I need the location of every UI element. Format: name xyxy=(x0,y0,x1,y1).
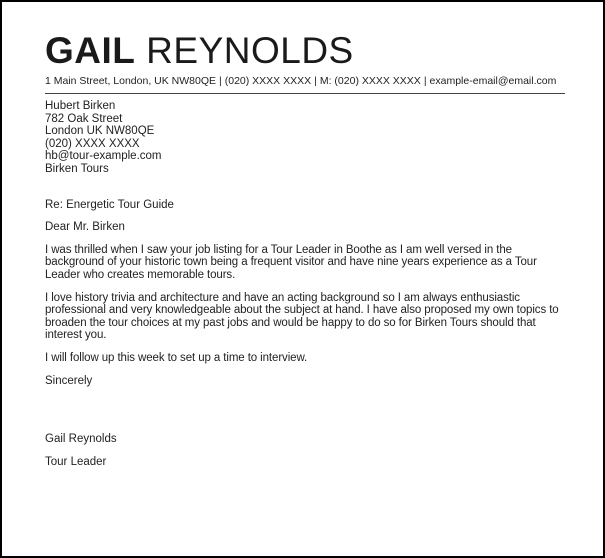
letter-paragraph: I will follow up this week to set up a time to interview. xyxy=(45,351,308,364)
recipient-company: Birken Tours xyxy=(45,162,109,175)
recipient-email: hb@tour-example.com xyxy=(45,150,162,163)
recipient-street: 782 Oak Street xyxy=(45,112,123,125)
recipient-phone: (020) XXXX XXXX xyxy=(45,137,140,150)
recipient-name: Hubert Birken xyxy=(45,100,116,112)
sender-address: 1 Main Street, London, UK NW80QE xyxy=(45,75,216,87)
signer-name: Gail Reynolds xyxy=(45,433,117,446)
sender-name xyxy=(45,26,565,76)
sender-last-name: REYNOLDS xyxy=(146,30,354,71)
sender-phone: (020) XXXX XXXX xyxy=(224,75,312,87)
sender-first-name: GAIL xyxy=(45,30,136,71)
sender-email: example-email@email.com xyxy=(429,75,557,87)
letter-subject: Re: Energetic Tour Guide xyxy=(45,198,174,211)
letter-closing: Sincerely xyxy=(45,374,93,387)
recipient-block xyxy=(45,100,565,176)
sender-mobile: M: (020) XXXX XXXX xyxy=(319,75,421,87)
contact-separator: | xyxy=(423,75,427,87)
recipient-city: London UK NW80QE xyxy=(45,125,155,138)
letter-paragraph: I love history trivia and architecture and have an acting background so I am always enthusiastic professional and very knowledgeable about the subject at hand. I have also proposed my own topics to broaden the tour choices at my past jobs and would be happy to do so for Birken Tours should that interest you. xyxy=(45,291,559,342)
sender-contact-line xyxy=(45,74,565,94)
contact-separator: | xyxy=(219,75,222,87)
letter-salutation: Dear Mr. Birken xyxy=(45,221,125,234)
signer-title: Tour Leader xyxy=(45,455,107,468)
contact-separator: | xyxy=(314,75,317,87)
letter-content xyxy=(45,26,565,468)
letter-paragraph: I was thrilled when I saw your job listing for a Tour Leader in Boothe as I am well versed in the background of your historic town being a frequent visitor and have nine years experience as a Tour Leader who creates memorable tours. xyxy=(45,243,537,281)
